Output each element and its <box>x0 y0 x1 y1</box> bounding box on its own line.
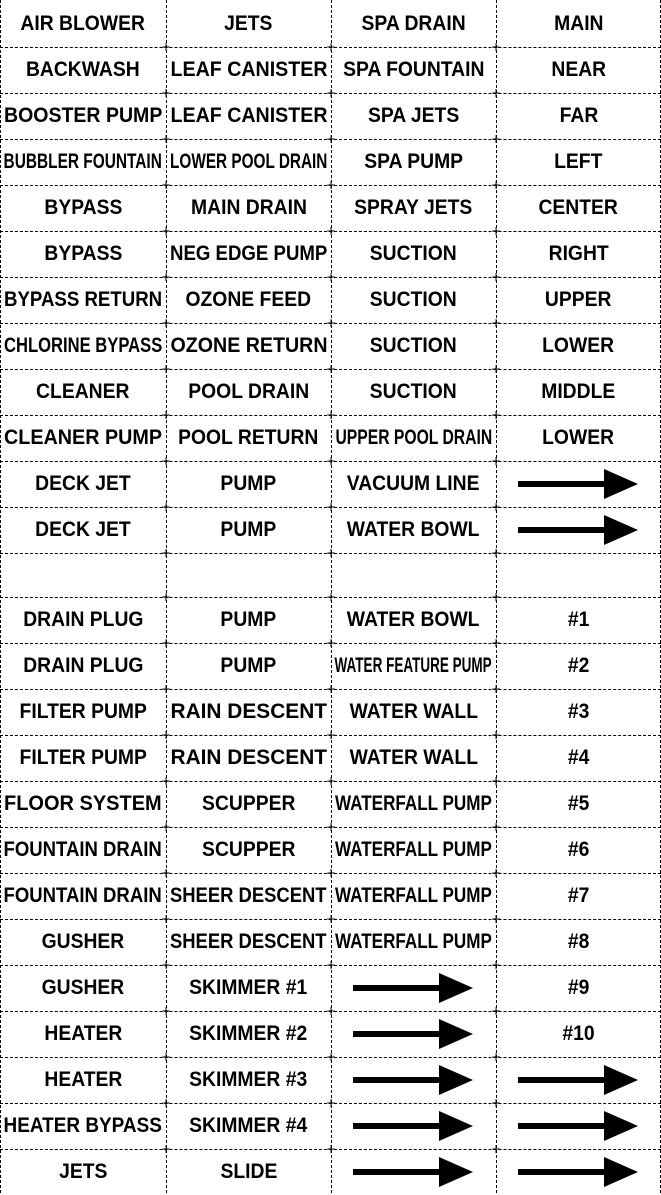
label-text: LEAF CANISTER <box>170 104 327 127</box>
label-text: BYPASS <box>43 242 123 265</box>
crop-mark: + <box>160 224 172 238</box>
crop-mark: + <box>325 500 337 514</box>
crop-mark: + <box>490 40 502 54</box>
crop-mark: + <box>160 1142 172 1156</box>
label-text: PUMP <box>220 472 277 495</box>
label-cell <box>331 827 496 873</box>
arrow-right-icon <box>353 971 475 1005</box>
crop-mark: + <box>490 774 502 788</box>
label-text: #10 <box>562 1022 595 1045</box>
crop-mark: + <box>490 1142 502 1156</box>
label-cell <box>0 277 166 323</box>
crop-mark: + <box>490 636 502 650</box>
crop-mark: + <box>325 1142 337 1156</box>
label-cell <box>0 369 166 415</box>
arrow-right-icon <box>518 1155 640 1189</box>
crop-mark: + <box>160 1096 172 1110</box>
crop-mark: + <box>490 86 502 100</box>
label-cell <box>331 323 496 369</box>
label-cell <box>331 781 496 827</box>
crop-mark: + <box>325 774 337 788</box>
label-text: JETS <box>58 1160 108 1183</box>
crop-mark: + <box>325 224 337 238</box>
label-cell <box>0 323 166 369</box>
label-cell <box>0 689 166 735</box>
crop-mark: + <box>160 1004 172 1018</box>
label-text: AIR BLOWER <box>20 12 146 35</box>
label-text: CENTER <box>538 196 619 219</box>
label-text: BYPASS RETURN <box>3 288 163 311</box>
label-text: #8 <box>567 930 590 953</box>
label-cell <box>331 277 496 323</box>
crop-mark: + <box>160 636 172 650</box>
label-text: #4 <box>567 746 590 769</box>
label-cell <box>496 643 661 689</box>
label-text: UPPER <box>545 288 612 311</box>
label-cell <box>496 277 661 323</box>
label-text: #6 <box>567 838 590 861</box>
crop-mark: + <box>490 682 502 696</box>
crop-mark: + <box>160 316 172 330</box>
crop-mark: + <box>490 546 502 560</box>
label-text: POOL RETURN <box>178 426 319 449</box>
label-cell <box>0 827 166 873</box>
label-text: UPPER POOL DRAIN <box>335 426 492 449</box>
label-cell <box>0 1149 166 1195</box>
crop-mark: + <box>490 316 502 330</box>
label-text: #7 <box>567 884 590 907</box>
label-text: HEATER <box>44 1068 122 1091</box>
label-cell <box>496 597 661 643</box>
crop-mark: + <box>490 1004 502 1018</box>
label-text: WATERFALL PUMP <box>335 930 492 953</box>
crop-mark: + <box>160 958 172 972</box>
label-cell <box>331 461 496 507</box>
label-cell <box>166 1149 331 1195</box>
crop-mark: + <box>490 362 502 376</box>
label-text: FLOOR SYSTEM <box>4 792 162 815</box>
label-cell <box>166 415 331 461</box>
label-text: SUCTION <box>370 334 457 357</box>
crop-mark: + <box>160 454 172 468</box>
label-text: BUBBLER FOUNTAIN <box>3 150 163 173</box>
label-cell <box>166 1 331 47</box>
label-cell <box>331 185 496 231</box>
arrow-label-cell <box>496 1149 661 1195</box>
label-text: #9 <box>567 976 590 999</box>
label-cell <box>166 873 331 919</box>
label-text: SKIMMER #3 <box>189 1068 308 1091</box>
label-cell <box>0 47 166 93</box>
label-text: BOOSTER PUMP <box>3 104 163 127</box>
label-cell <box>166 185 331 231</box>
label-text: FOUNTAIN DRAIN <box>3 838 163 861</box>
label-cell <box>0 1057 166 1103</box>
label-cell <box>496 735 661 781</box>
label-cell <box>496 873 661 919</box>
label-cell <box>166 47 331 93</box>
crop-mark: + <box>325 362 337 376</box>
label-text: DRAIN PLUG <box>22 608 144 631</box>
crop-mark: + <box>160 1050 172 1064</box>
crop-mark: + <box>490 590 502 604</box>
crop-mark: + <box>325 820 337 834</box>
label-text: RIGHT <box>548 242 609 265</box>
label-cell <box>0 965 166 1011</box>
crop-mark: + <box>160 270 172 284</box>
label-text: FOUNTAIN DRAIN <box>3 884 163 907</box>
label-cell <box>331 597 496 643</box>
crop-mark: + <box>160 362 172 376</box>
crop-mark: + <box>325 40 337 54</box>
arrow-right-icon <box>353 1063 475 1097</box>
label-cell <box>0 1011 166 1057</box>
crop-mark: + <box>160 500 172 514</box>
label-text: HEATER <box>44 1022 122 1045</box>
label-text: MIDDLE <box>541 380 616 403</box>
crop-mark: + <box>160 820 172 834</box>
label-text: WATER WALL <box>349 746 478 769</box>
label-text: WATER FEATURE PUMP <box>334 654 493 677</box>
label-text: WATER WALL <box>349 700 478 723</box>
arrow-label-cell <box>331 965 496 1011</box>
label-text: POOL DRAIN <box>188 380 309 403</box>
crop-mark: + <box>490 820 502 834</box>
label-cell <box>331 919 496 965</box>
arrow-label-cell <box>331 1149 496 1195</box>
label-cell <box>166 735 331 781</box>
arrow-label-cell <box>496 507 661 553</box>
arrow-label-cell <box>331 1103 496 1149</box>
label-cell <box>496 919 661 965</box>
label-cell <box>496 185 661 231</box>
label-cell <box>166 689 331 735</box>
crop-mark: + <box>160 86 172 100</box>
crop-mark: + <box>325 270 337 284</box>
crop-mark: + <box>490 408 502 422</box>
label-cell <box>331 1 496 47</box>
crop-mark: + <box>325 86 337 100</box>
crop-mark: + <box>160 590 172 604</box>
label-text: SHEER DESCENT <box>170 884 327 907</box>
crop-mark: + <box>325 866 337 880</box>
label-cell <box>331 369 496 415</box>
label-text: PUMP <box>220 608 277 631</box>
crop-mark: + <box>490 912 502 926</box>
crop-mark: + <box>325 728 337 742</box>
crop-mark: + <box>490 454 502 468</box>
crop-mark: + <box>325 912 337 926</box>
label-cell <box>166 231 331 277</box>
label-cell <box>166 461 331 507</box>
crop-mark: + <box>490 178 502 192</box>
label-cell <box>166 93 331 139</box>
label-cell <box>331 47 496 93</box>
crop-mark: + <box>325 636 337 650</box>
label-text: #2 <box>567 654 590 677</box>
crop-mark: + <box>325 590 337 604</box>
crop-mark: + <box>160 132 172 146</box>
arrow-right-icon <box>353 1155 475 1189</box>
label-text: SKIMMER #2 <box>189 1022 308 1045</box>
label-text: SPA FOUNTAIN <box>342 58 485 81</box>
label-text: SKIMMER #1 <box>189 976 308 999</box>
label-cell <box>0 231 166 277</box>
label-text: #3 <box>567 700 590 723</box>
label-cell <box>166 965 331 1011</box>
label-cell <box>331 643 496 689</box>
label-cell <box>0 735 166 781</box>
label-text: DECK JET <box>35 472 131 495</box>
label-cell <box>496 415 661 461</box>
label-text: #5 <box>567 792 590 815</box>
arrow-label-cell <box>331 1057 496 1103</box>
label-text: SPA DRAIN <box>361 12 466 35</box>
label-text: LEFT <box>554 150 603 173</box>
crop-mark: + <box>160 40 172 54</box>
arrow-right-icon <box>518 1063 640 1097</box>
label-cell <box>166 919 331 965</box>
label-cell <box>496 689 661 735</box>
label-text: FILTER PUMP <box>19 746 147 769</box>
crop-mark: + <box>160 866 172 880</box>
crop-mark: + <box>490 866 502 880</box>
label-text: SPA JETS <box>367 104 460 127</box>
label-cell <box>0 93 166 139</box>
label-text: CLEANER PUMP <box>4 426 163 449</box>
label-cell <box>496 965 661 1011</box>
label-text: SLIDE <box>220 1160 277 1183</box>
label-cell <box>496 781 661 827</box>
crop-mark: + <box>325 682 337 696</box>
label-text: WATERFALL PUMP <box>335 838 492 861</box>
label-cell <box>331 689 496 735</box>
label-cell <box>0 919 166 965</box>
label-text: SUCTION <box>370 242 457 265</box>
label-text: #1 <box>567 608 590 631</box>
arrow-right-icon <box>353 1017 475 1051</box>
crop-mark: + <box>490 132 502 146</box>
label-text: SUCTION <box>370 380 457 403</box>
label-text: FAR <box>559 104 598 127</box>
label-cell <box>331 231 496 277</box>
label-text: OZONE RETURN <box>170 334 327 357</box>
crop-mark: + <box>490 958 502 972</box>
label-text: SHEER DESCENT <box>170 930 327 953</box>
label-cell <box>0 643 166 689</box>
label-text: SUCTION <box>370 288 457 311</box>
label-text: SPA PUMP <box>364 150 463 173</box>
label-text: LOWER POOL DRAIN <box>169 150 328 173</box>
label-cell <box>496 47 661 93</box>
arrow-right-icon <box>518 513 640 547</box>
label-cell <box>496 1 661 47</box>
crop-mark: + <box>325 958 337 972</box>
crop-mark: + <box>325 1096 337 1110</box>
crop-mark: + <box>490 500 502 514</box>
crop-mark: + <box>160 546 172 560</box>
label-text: NEG EDGE PUMP <box>169 242 328 265</box>
label-text: DRAIN PLUG <box>22 654 144 677</box>
label-cell <box>166 139 331 185</box>
label-text: MAIN DRAIN <box>190 196 307 219</box>
label-cell <box>166 1103 331 1149</box>
label-cell <box>496 1011 661 1057</box>
arrow-right-icon <box>518 1109 640 1143</box>
crop-mark: + <box>325 178 337 192</box>
label-cell <box>331 415 496 461</box>
label-cell <box>0 415 166 461</box>
label-text: WATERFALL PUMP <box>335 792 492 815</box>
label-cell <box>166 323 331 369</box>
label-cell <box>166 597 331 643</box>
label-text: SKIMMER #4 <box>189 1114 308 1137</box>
label-text: CLEANER <box>36 380 130 403</box>
label-cell <box>0 507 166 553</box>
label-cell <box>0 597 166 643</box>
arrow-label-cell <box>496 1057 661 1103</box>
label-text: RAIN DESCENT <box>170 700 327 723</box>
label-cell <box>166 507 331 553</box>
label-cell <box>331 139 496 185</box>
crop-mark: + <box>490 728 502 742</box>
label-text: BACKWASH <box>26 58 140 81</box>
crop-mark: + <box>160 682 172 696</box>
label-text: WATERFALL PUMP <box>335 884 492 907</box>
label-text: BYPASS <box>43 196 123 219</box>
arrow-label-cell <box>496 461 661 507</box>
label-cell <box>331 873 496 919</box>
label-cell <box>166 781 331 827</box>
crop-mark: + <box>490 1096 502 1110</box>
label-text: HEATER BYPASS <box>3 1114 163 1137</box>
label-cell <box>166 1057 331 1103</box>
label-cell <box>166 1011 331 1057</box>
crop-mark: + <box>160 408 172 422</box>
arrow-right-icon <box>518 467 640 501</box>
label-cell <box>166 827 331 873</box>
label-cell <box>0 873 166 919</box>
label-text: CHLORINE BYPASS <box>3 334 163 357</box>
crop-mark: + <box>160 774 172 788</box>
label-text: DECK JET <box>35 518 131 541</box>
label-cell <box>0 185 166 231</box>
label-cell <box>166 277 331 323</box>
crop-mark: + <box>160 728 172 742</box>
label-cell <box>331 93 496 139</box>
label-text: RAIN DESCENT <box>170 746 327 769</box>
label-cell <box>496 323 661 369</box>
crop-mark: + <box>490 270 502 284</box>
label-cell <box>0 1 166 47</box>
crop-mark: + <box>325 454 337 468</box>
label-text: GUSHER <box>41 930 125 953</box>
label-text: GUSHER <box>41 976 125 999</box>
crop-mark: + <box>325 316 337 330</box>
crop-mark: + <box>160 912 172 926</box>
arrow-label-cell <box>496 1103 661 1149</box>
label-text: LOWER <box>542 426 615 449</box>
arrow-right-icon <box>353 1109 475 1143</box>
label-text: SCUPPER <box>201 838 296 861</box>
label-cell <box>496 231 661 277</box>
label-cell <box>0 1103 166 1149</box>
arrow-label-cell <box>331 1011 496 1057</box>
label-text: SPRAY JETS <box>354 196 473 219</box>
label-text: OZONE FEED <box>185 288 312 311</box>
label-text: NEAR <box>551 58 606 81</box>
label-cell <box>0 781 166 827</box>
crop-mark: + <box>490 224 502 238</box>
label-text: FILTER PUMP <box>19 700 147 723</box>
label-text: JETS <box>224 12 273 35</box>
label-text: PUMP <box>220 518 277 541</box>
label-cell <box>0 461 166 507</box>
label-cell <box>166 643 331 689</box>
label-text: VACUUM LINE <box>347 472 480 495</box>
label-text: MAIN <box>553 12 604 35</box>
crop-mark: + <box>325 132 337 146</box>
crop-mark: + <box>325 1050 337 1064</box>
label-cell <box>496 93 661 139</box>
crop-mark: + <box>325 546 337 560</box>
label-cell <box>166 369 331 415</box>
label-cell <box>496 139 661 185</box>
label-cell <box>496 369 661 415</box>
label-cell <box>496 827 661 873</box>
label-cell <box>331 507 496 553</box>
label-text: LEAF CANISTER <box>170 58 327 81</box>
label-text: LOWER <box>542 334 615 357</box>
label-text: WATER BOWL <box>347 608 480 631</box>
crop-mark: + <box>325 408 337 422</box>
label-cell <box>331 735 496 781</box>
label-text: WATER BOWL <box>347 518 480 541</box>
crop-mark: + <box>325 1004 337 1018</box>
label-text: SCUPPER <box>201 792 296 815</box>
crop-mark: + <box>490 1050 502 1064</box>
crop-mark: + <box>160 178 172 192</box>
label-cell <box>0 139 166 185</box>
label-text: PUMP <box>220 654 277 677</box>
